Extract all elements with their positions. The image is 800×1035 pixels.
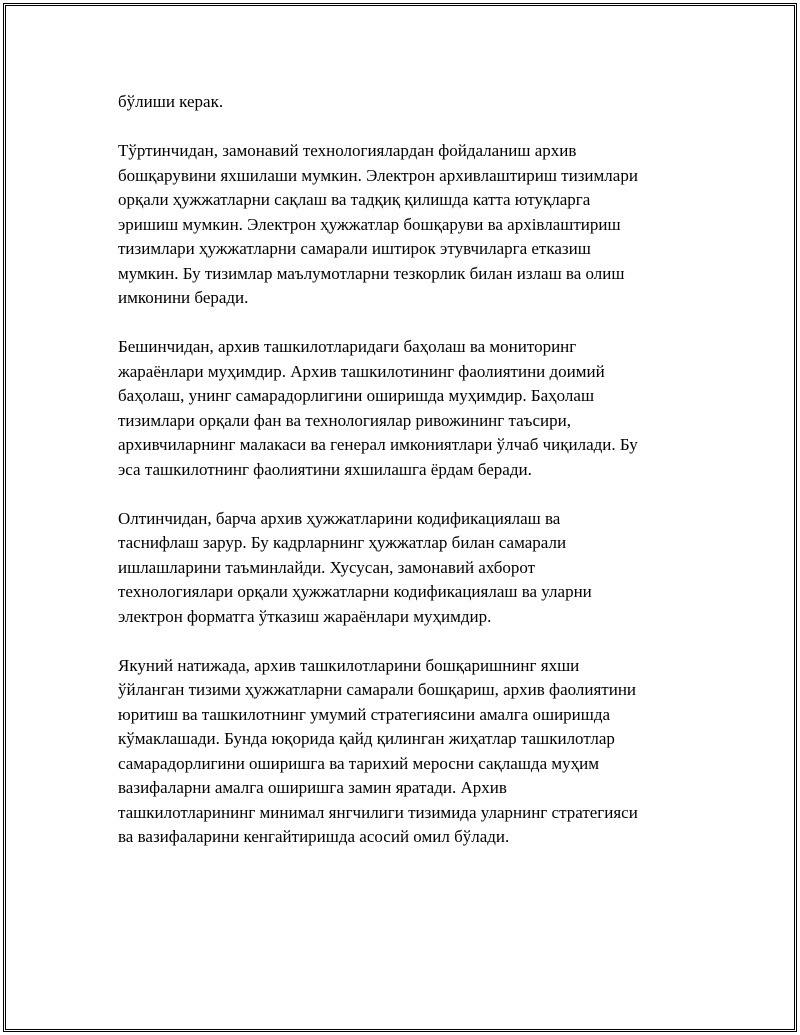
text-line: ва вазифаларини кенгайтиришда асосий омил бўлади. — [118, 827, 510, 846]
text-line: Бешинчидан, архив ташкилотларидаги баҳолаш ва мониторинг — [118, 337, 577, 356]
text-line: технологиялари орқали ҳужжатларни кодификациялаш ва уларни — [118, 582, 592, 601]
text-line: ишлашларини таъминлайди. Хусусан, замонавий ахборот — [118, 557, 536, 577]
text-line: имконини беради. — [118, 288, 249, 307]
text-line: ўйланган тизими ҳужжатларни самарали бошқариш, архив фаолиятини — [118, 680, 637, 699]
text-line: Тўртинчидан, замонавий технологиялардан фойдаланиш архив — [118, 141, 577, 160]
paragraph-3 — [118, 335, 728, 482]
text-line: орқали ҳужжатларни сақлаш ва тадқиқ қилишда катта ютуқларга — [118, 190, 591, 209]
text-line: кўмаклашади. Бунда юқорида қайд қилинган жиҳатлар ташкилотлар — [118, 729, 615, 748]
text-line: вазифаларни амалга оширишга замин яратади. Архив — [118, 778, 507, 797]
text-line: самарадорлигини оширишга ва тарихий меросни сақлашда муҳим — [118, 753, 599, 773]
text-line: юритиш ва ташкилотнинг умумий стратегиясини амалга оширишда — [118, 704, 611, 724]
text-line: электрон форматга ўтказиш жараёнлари муҳимдир. — [118, 606, 492, 626]
text-line: таснифлаш зарур. Бу кадрларнинг ҳужжатлар билан самарали — [118, 533, 567, 552]
text-line: эса ташкилотнинг фаолиятини яхшилашга ёрдам беради. — [118, 459, 532, 479]
text-line: Якуний натижада, архив ташкилотларини бошқаришнинг яхши — [118, 655, 580, 675]
paragraph-2 — [118, 139, 728, 311]
text-line: бўлиши керак. — [118, 92, 224, 111]
text-line: тизимлари ҳужжатларни самарали иштирок этувчиларга етказиш — [118, 239, 591, 258]
paragraph-4 — [118, 507, 728, 630]
paragraph-5 — [118, 654, 728, 850]
text-line: баҳолаш, унинг самарадорлигини оширишда муҳимдир. Баҳолаш — [118, 386, 595, 405]
text-line: жараёнлари муҳимдир. Архив ташкилотининг фаолиятини доимий — [118, 361, 605, 381]
text-line: эришиш мумкин. Электрон ҳужжатлар бошқаруви ва архiвлаштириш — [118, 214, 621, 234]
text-line: архивчиларнинг малакаси ва генерал имкониятлари ўлчаб чиқилади. Бу — [118, 435, 638, 454]
text-line: бошқарувини яхшилаши мумкин. Электрон архивлаштириш тизимлари — [118, 165, 638, 185]
text-line: ташкилотларининг минимал янгчилиги тизимида уларнинг стратегияси — [118, 802, 638, 822]
document-body — [118, 90, 728, 874]
text-line: мумкин. Бу тизимлар маълумотларни тезкорлик билан излаш ва олиш — [118, 263, 625, 283]
paragraph-1 — [118, 90, 728, 115]
text-line: тизимлари орқали фан ва технологиялар ривожининг таъсири, — [118, 410, 571, 430]
text-line: Олтинчидан, барча архив ҳужжатларини кодификациялаш ва — [118, 508, 561, 528]
